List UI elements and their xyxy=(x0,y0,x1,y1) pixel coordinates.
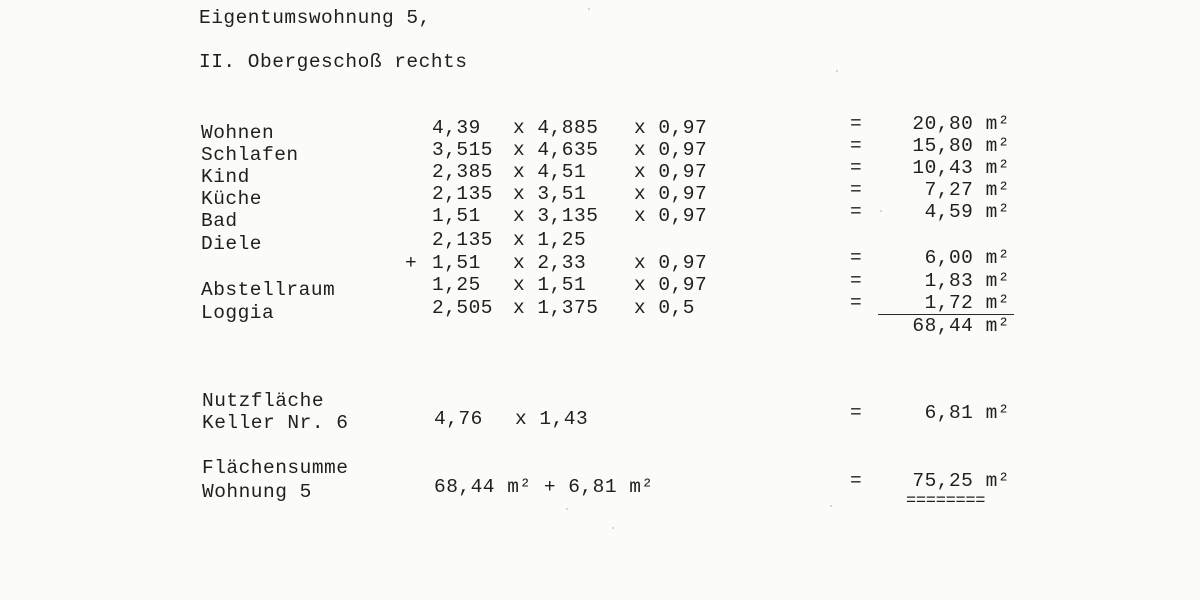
plus-sign: + xyxy=(405,252,418,274)
room-factor: x 0,97 xyxy=(634,139,708,161)
keller-label-line1: Nutzfläche xyxy=(202,390,325,412)
room-area: 7,27 m² xyxy=(924,179,1010,201)
room-name: Küche xyxy=(201,188,263,210)
sum-label-line1: Flächensumme xyxy=(202,457,349,479)
scan-speck xyxy=(836,70,838,72)
room-equals: = xyxy=(850,135,863,157)
scan-speck xyxy=(612,527,614,529)
room-name: Schlafen xyxy=(201,144,299,166)
room-name: Kind xyxy=(201,166,250,188)
room-dim1: 3,515 xyxy=(432,139,494,161)
keller-equals: = xyxy=(850,402,863,424)
subtotal-value: 68,44 m² xyxy=(912,315,1010,337)
room-area: 1,83 m² xyxy=(924,270,1010,292)
room-area: 4,59 m² xyxy=(924,201,1010,223)
room-name: Abstellraum xyxy=(201,279,336,301)
room-dim1: 4,39 xyxy=(432,117,481,139)
room-area: 10,43 m² xyxy=(912,157,1010,179)
room-factor: x 0,97 xyxy=(634,183,708,205)
room-factor: x 0,97 xyxy=(634,205,708,227)
keller-dim1: 4,76 xyxy=(434,408,483,430)
sum-label-line2: Wohnung 5 xyxy=(202,481,312,503)
room-factor: x 0,5 xyxy=(634,297,696,319)
room-equals: = xyxy=(850,270,863,292)
room-dim2: x 3,51 xyxy=(513,183,587,205)
room-dim2: x 1,25 xyxy=(513,229,587,251)
room-name: Wohnen xyxy=(201,122,275,144)
room-equals: = xyxy=(850,179,863,201)
room-factor: x 0,97 xyxy=(634,252,708,274)
room-dim1: 2,505 xyxy=(432,297,494,319)
scan-speck xyxy=(830,505,832,507)
room-equals: = xyxy=(850,113,863,135)
room-equals: = xyxy=(850,201,863,223)
keller-dim2: x 1,43 xyxy=(515,408,589,430)
room-factor: x 0,97 xyxy=(634,274,708,296)
room-dim2: x 2,33 xyxy=(513,252,587,274)
scan-speck xyxy=(566,508,568,510)
room-dim1: 1,25 xyxy=(432,274,481,296)
room-area: 20,80 m² xyxy=(912,113,1010,135)
room-area: 1,72 m² xyxy=(924,292,1010,314)
room-area: 15,80 m² xyxy=(912,135,1010,157)
keller-label-line2: Keller Nr. 6 xyxy=(202,412,349,434)
room-dim2: x 1,51 xyxy=(513,274,587,296)
room-dim2: x 4,885 xyxy=(513,117,599,139)
total-double-rule: ======== xyxy=(906,492,986,511)
room-name: Bad xyxy=(201,210,238,232)
room-dim1: 2,135 xyxy=(432,183,494,205)
room-equals: = xyxy=(850,157,863,179)
room-dim1: 2,135 xyxy=(432,229,494,251)
room-dim2: x 4,51 xyxy=(513,161,587,183)
room-factor: x 0,97 xyxy=(634,117,708,139)
sum-equals: = xyxy=(850,470,863,492)
room-dim2: x 3,135 xyxy=(513,205,599,227)
room-dim1: 2,385 xyxy=(432,161,494,183)
room-equals: = xyxy=(850,247,863,269)
sum-formula: 68,44 m² + 6,81 m² xyxy=(434,476,654,498)
room-dim1: 1,51 xyxy=(432,205,481,227)
room-dim2: x 1,375 xyxy=(513,297,599,319)
scan-speck xyxy=(880,210,882,212)
document-title-line1: Eigentumswohnung 5, xyxy=(199,7,431,29)
room-dim2: x 4,635 xyxy=(513,139,599,161)
room-factor: x 0,97 xyxy=(634,161,708,183)
total-area: 75,25 m² xyxy=(912,470,1010,492)
room-dim1: 1,51 xyxy=(432,252,481,274)
room-area: 6,00 m² xyxy=(924,247,1010,269)
room-name: Diele xyxy=(201,233,263,255)
room-name: Loggia xyxy=(201,302,275,324)
keller-area: 6,81 m² xyxy=(924,402,1010,424)
scan-speck xyxy=(588,8,590,10)
document-title-line2: II. Obergeschoß rechts xyxy=(199,51,468,73)
room-equals: = xyxy=(850,292,863,314)
